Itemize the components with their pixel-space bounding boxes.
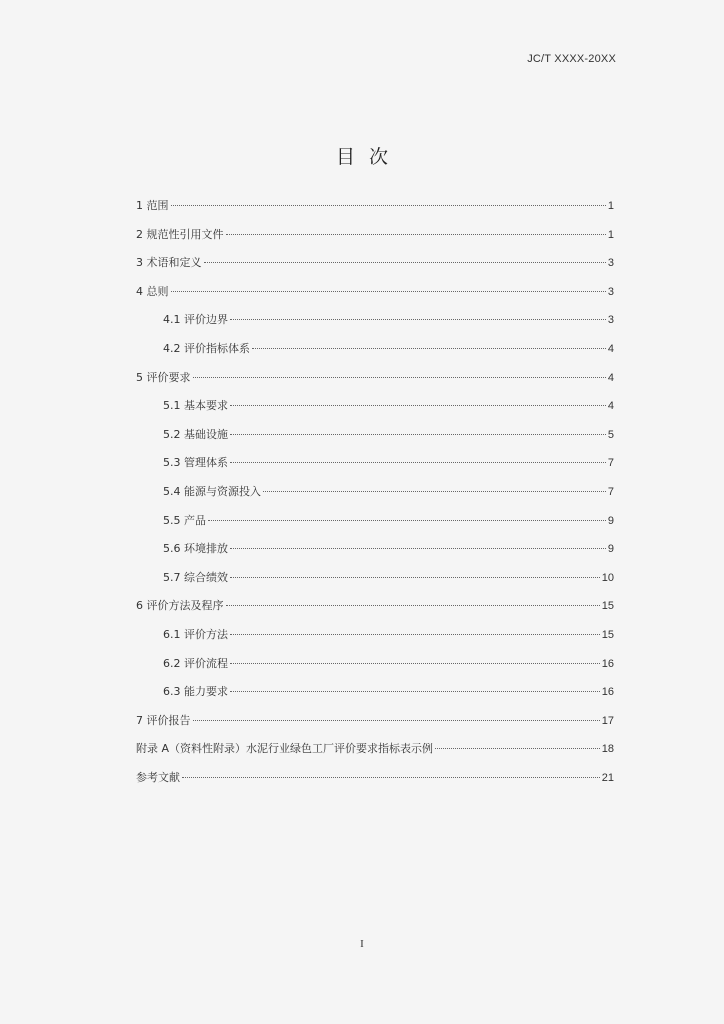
toc-entry-page: 9	[607, 543, 614, 556]
toc-entry-label: 4.1 评价边界	[163, 313, 228, 327]
toc-entry-page: 9	[607, 514, 614, 527]
toc-entry[interactable]	[136, 625, 614, 654]
toc-leader-dots	[263, 491, 606, 492]
toc-entry-label: 5.7 综合绩效	[163, 570, 228, 584]
toc-entry-label: 2 规范性引用文件	[136, 227, 224, 241]
toc-entry-page: 1	[607, 200, 614, 212]
toc-entry-label: 5.2 基础设施	[163, 427, 228, 441]
toc-entry[interactable]	[136, 568, 614, 597]
toc-leader-dots	[230, 319, 606, 320]
toc-entry-page: 17	[601, 714, 614, 727]
toc-leader-dots	[230, 691, 600, 692]
toc-entry-label: 6.2 评价流程	[163, 656, 228, 670]
toc-entry[interactable]	[136, 196, 614, 225]
toc-entry[interactable]	[136, 310, 614, 339]
toc-leader-dots	[171, 205, 606, 206]
toc-leader-dots	[230, 577, 600, 578]
toc-entry[interactable]	[136, 511, 614, 540]
toc-entry-page: 15	[601, 628, 614, 641]
toc-leader-dots	[226, 605, 600, 606]
toc-leader-dots	[230, 462, 606, 463]
toc-leader-dots	[230, 405, 606, 406]
toc-leader-dots	[193, 377, 606, 378]
toc-entry[interactable]	[136, 396, 614, 425]
toc-entry-page: 16	[601, 686, 614, 699]
page-number: I	[360, 938, 364, 950]
toc-entry[interactable]	[136, 282, 614, 311]
toc-entry-page: 4	[607, 400, 614, 413]
toc-entry-label: 6.1 评价方法	[163, 627, 228, 641]
toc-entry[interactable]	[136, 768, 614, 797]
toc-entry-label: 参考文献	[136, 770, 180, 784]
toc-entry-label: 4 总则	[136, 284, 169, 298]
toc-entry-label: 附录 A（资料性附录）水泥行业绿色工厂评价要求指标表示例	[136, 742, 434, 756]
toc-entry-page: 21	[601, 771, 614, 784]
toc-entry[interactable]	[136, 453, 614, 482]
toc-entry-page: 4	[607, 342, 614, 355]
toc-entry-label: 3 术语和定义	[136, 256, 202, 270]
toc-leader-dots	[230, 434, 606, 435]
toc-entry-page: 3	[607, 314, 614, 327]
toc-entry-label: 5.4 能源与资源投入	[163, 484, 261, 498]
toc-entry[interactable]	[136, 339, 614, 368]
toc-entry[interactable]	[136, 482, 614, 511]
toc-entry[interactable]	[136, 596, 614, 625]
toc-leader-dots	[204, 262, 606, 263]
toc-entry-page: 10	[601, 571, 614, 584]
toc-entry-label: 5.6 环境排放	[163, 542, 228, 556]
toc-entry[interactable]	[136, 739, 614, 768]
toc-leader-dots	[230, 663, 600, 664]
toc-entry[interactable]	[136, 368, 614, 397]
toc-entry[interactable]	[136, 425, 614, 454]
toc-entry-label: 6.3 能力要求	[163, 685, 228, 699]
document-code: JC/T XXXX-20XX	[527, 53, 616, 65]
toc-entry-page: 18	[601, 743, 614, 756]
toc-leader-dots	[171, 291, 606, 292]
toc-title: 目次	[335, 146, 402, 168]
toc-entry[interactable]	[136, 253, 614, 282]
toc-entry-label: 6 评价方法及程序	[136, 599, 224, 613]
toc-entry-label: 5.1 基本要求	[163, 399, 228, 413]
toc-entry-page: 5	[607, 428, 614, 441]
toc-leader-dots	[252, 348, 606, 349]
toc-leader-dots	[435, 748, 600, 749]
toc-entry[interactable]	[136, 654, 614, 683]
toc-entry-label: 7 评价报告	[136, 713, 191, 727]
toc-entry-label: 5.5 产品	[163, 513, 206, 527]
toc-entry-label: 5.3 管理体系	[163, 456, 228, 470]
toc-entry-page: 7	[607, 485, 614, 498]
toc-entry-page: 7	[607, 457, 614, 470]
toc-leader-dots	[230, 634, 600, 635]
toc-entry[interactable]	[136, 225, 614, 254]
toc-entry-page: 1	[607, 228, 614, 241]
toc-leader-dots	[230, 548, 606, 549]
toc-entry-page: 15	[601, 600, 614, 613]
toc-leader-dots	[226, 234, 606, 235]
toc-entry[interactable]	[136, 682, 614, 711]
toc-entry-page: 3	[607, 285, 614, 298]
toc-leader-dots	[208, 520, 606, 521]
toc-entry-label: 1 范围	[136, 199, 169, 212]
toc-entry-label: 4.2 评价指标体系	[163, 341, 250, 355]
toc-entry-label: 5 评价要求	[136, 370, 191, 384]
toc-entry-page: 16	[601, 657, 614, 670]
toc-leader-dots	[193, 720, 600, 721]
toc-entry-page: 4	[607, 371, 614, 384]
toc-entry[interactable]	[136, 539, 614, 568]
toc-entry-page: 3	[607, 257, 614, 270]
toc-leader-dots	[182, 777, 600, 778]
table-of-contents	[136, 196, 614, 796]
toc-entry[interactable]	[136, 711, 614, 740]
